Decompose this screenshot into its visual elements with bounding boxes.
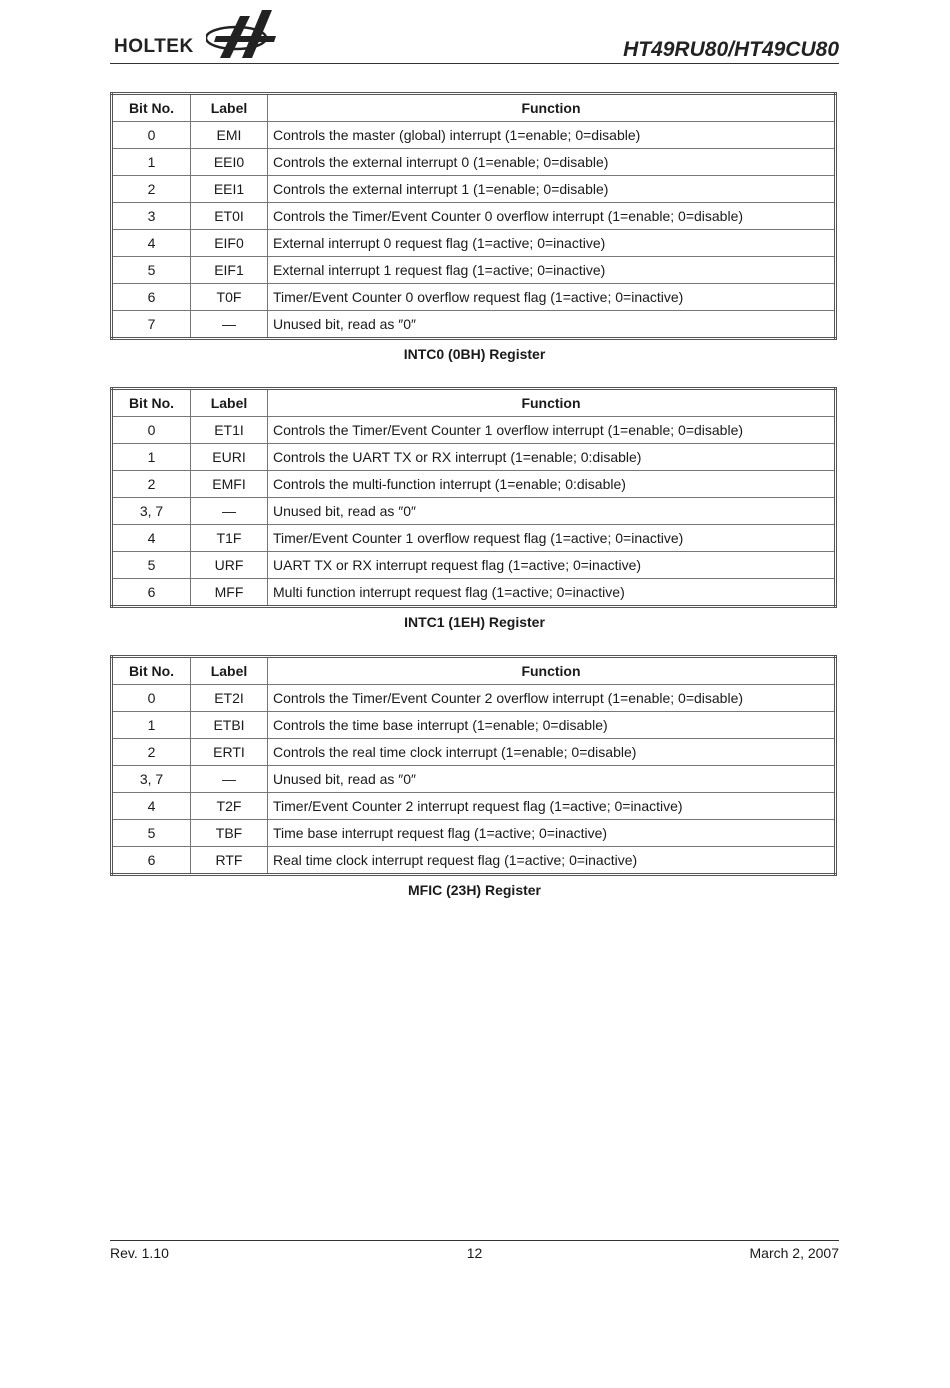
column-header-bit: Bit No. (112, 657, 191, 685)
table-row (112, 766, 836, 793)
table-row (112, 230, 836, 257)
page-header (110, 0, 839, 66)
bit-cell: 1 (112, 712, 191, 739)
table-row (112, 552, 836, 579)
table-row (112, 311, 836, 339)
bit-cell: 2 (112, 471, 191, 498)
bit-cell: 6 (112, 579, 191, 607)
header-rule (110, 63, 839, 64)
table-row (112, 579, 836, 607)
function-cell: Controls the UART TX or RX interrupt (1=enable; 0:disable) (268, 444, 836, 471)
column-header-function: Function (268, 94, 836, 122)
function-cell: Time base interrupt request flag (1=active; 0=inactive) (268, 820, 836, 847)
bit-cell: 5 (112, 257, 191, 284)
column-header-bit: Bit No. (112, 94, 191, 122)
bit-cell: 4 (112, 525, 191, 552)
bit-cell: 1 (112, 444, 191, 471)
function-cell: External interrupt 0 request flag (1=active; 0=inactive) (268, 230, 836, 257)
footer-date: March 2, 2007 (749, 1245, 839, 1261)
holtek-logo (114, 4, 284, 62)
table-row (112, 498, 836, 525)
function-cell: Real time clock interrupt request flag (1=active; 0=inactive) (268, 847, 836, 875)
label-cell: ET1I (191, 417, 268, 444)
function-cell: External interrupt 1 request flag (1=active; 0=inactive) (268, 257, 836, 284)
label-cell: URF (191, 552, 268, 579)
label-cell: EMFI (191, 471, 268, 498)
table-row (112, 712, 836, 739)
function-cell: Timer/Event Counter 1 overflow request flag (1=active; 0=inactive) (268, 525, 836, 552)
label-cell: TBF (191, 820, 268, 847)
label-cell: EMI (191, 122, 268, 149)
label-cell: ETBI (191, 712, 268, 739)
column-header-label: Label (191, 94, 268, 122)
table-row (112, 739, 836, 766)
table-header-row (112, 657, 836, 685)
function-cell: Unused bit, read as ″0″ (268, 498, 836, 525)
logo-text: HOLTEK (114, 36, 194, 57)
bit-cell: 0 (112, 685, 191, 712)
footer-rule (110, 1240, 839, 1241)
bit-cell: 4 (112, 230, 191, 257)
bit-cell: 2 (112, 176, 191, 203)
label-cell: ET2I (191, 685, 268, 712)
table-row (112, 417, 836, 444)
table-row (112, 444, 836, 471)
function-cell: Controls the Timer/Event Counter 2 overflow interrupt (1=enable; 0=disable) (268, 685, 836, 712)
bit-cell: 3 (112, 203, 191, 230)
function-cell: UART TX or RX interrupt request flag (1=active; 0=inactive) (268, 552, 836, 579)
table-row (112, 525, 836, 552)
function-cell: Timer/Event Counter 2 interrupt request flag (1=active; 0=inactive) (268, 793, 836, 820)
column-header-label: Label (191, 657, 268, 685)
function-cell: Controls the master (global) interrupt (1=enable; 0=disable) (268, 122, 836, 149)
table-caption: MFIC (23H) Register (407, 882, 542, 898)
label-cell: — (191, 766, 268, 793)
function-cell: Controls the external interrupt 1 (1=enable; 0=disable) (268, 176, 836, 203)
table-header-row (112, 389, 836, 417)
bit-cell: 6 (112, 284, 191, 311)
table-row (112, 471, 836, 498)
bit-cell: 1 (112, 149, 191, 176)
bit-cell: 5 (112, 820, 191, 847)
table-row (112, 847, 836, 875)
label-cell: ERTI (191, 739, 268, 766)
function-cell: Unused bit, read as ″0″ (268, 766, 836, 793)
bit-cell: 3, 7 (112, 498, 191, 525)
column-header-function: Function (268, 389, 836, 417)
function-cell: Controls the external interrupt 0 (1=enable; 0=disable) (268, 149, 836, 176)
column-header-function: Function (268, 657, 836, 685)
table-caption: INTC0 (0BH) Register (403, 346, 546, 362)
label-cell: ET0I (191, 203, 268, 230)
label-cell: — (191, 498, 268, 525)
label-cell: MFF (191, 579, 268, 607)
table-row (112, 203, 836, 230)
column-header-bit: Bit No. (112, 389, 191, 417)
table-row (112, 284, 836, 311)
intc0-register-table (110, 92, 837, 340)
label-cell: T0F (191, 284, 268, 311)
document-title: HT49RU80/HT49CU80 (623, 38, 839, 61)
bit-cell: 6 (112, 847, 191, 875)
table-row (112, 122, 836, 149)
label-cell: EEI0 (191, 149, 268, 176)
bit-cell: 0 (112, 122, 191, 149)
table-row (112, 176, 836, 203)
function-cell: Controls the multi-function interrupt (1=enable; 0:disable) (268, 471, 836, 498)
label-cell: EIF0 (191, 230, 268, 257)
bit-cell: 3, 7 (112, 766, 191, 793)
holtek-logo-icon (206, 6, 286, 60)
bit-cell: 0 (112, 417, 191, 444)
footer-page-number: 12 (466, 1245, 483, 1261)
label-cell: RTF (191, 847, 268, 875)
column-header-label: Label (191, 389, 268, 417)
table-caption: INTC1 (1EH) Register (404, 614, 545, 630)
table-row (112, 793, 836, 820)
function-cell: Controls the Timer/Event Counter 0 overflow interrupt (1=enable; 0=disable) (268, 203, 836, 230)
footer-revision: Rev. 1.10 (110, 1245, 169, 1261)
table-row (112, 149, 836, 176)
intc1-register-table (110, 387, 837, 608)
label-cell: T1F (191, 525, 268, 552)
function-cell: Controls the time base interrupt (1=enable; 0=disable) (268, 712, 836, 739)
label-cell: EEI1 (191, 176, 268, 203)
bit-cell: 4 (112, 793, 191, 820)
function-cell: Controls the Timer/Event Counter 1 overflow interrupt (1=enable; 0=disable) (268, 417, 836, 444)
table-row (112, 820, 836, 847)
bit-cell: 5 (112, 552, 191, 579)
table-row (112, 257, 836, 284)
label-cell: EURI (191, 444, 268, 471)
bit-cell: 7 (112, 311, 191, 339)
label-cell: EIF1 (191, 257, 268, 284)
table-row (112, 685, 836, 712)
table-header-row (112, 94, 836, 122)
function-cell: Multi function interrupt request flag (1=active; 0=inactive) (268, 579, 836, 607)
mfic-register-table (110, 655, 837, 876)
bit-cell: 2 (112, 739, 191, 766)
function-cell: Unused bit, read as ″0″ (268, 311, 836, 339)
function-cell: Controls the real time clock interrupt (1=enable; 0=disable) (268, 739, 836, 766)
function-cell: Timer/Event Counter 0 overflow request flag (1=active; 0=inactive) (268, 284, 836, 311)
label-cell: — (191, 311, 268, 339)
label-cell: T2F (191, 793, 268, 820)
